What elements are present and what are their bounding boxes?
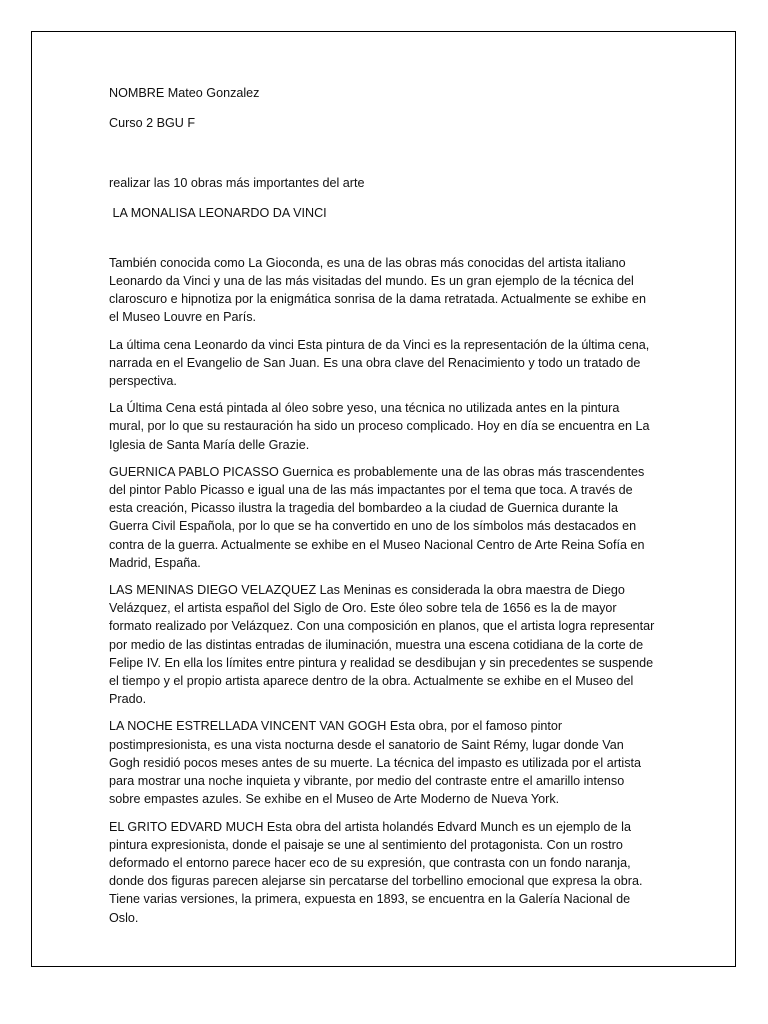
document-body	[109, 84, 657, 936]
section-title: LA MONALISA LEONARDO DA VINCI	[109, 205, 327, 220]
paragraph-ultima-cena-detail: La Última Cena está pintada al óleo sobre yeso, una técnica no utilizada antes en la pintura mural, por lo que su restauración ha sido un proceso complicado. Hoy en día se encuentra en La Iglesia de Santa María delle Grazie.	[109, 401, 650, 452]
paragraph-list	[109, 254, 657, 927]
paragraph-monalisa: También conocida como La Gioconda, es una de las obras más conocidas del artista italiano Leonardo da Vinci y una de las más visitadas del mundo. Es un gran ejemplo de la técnica del claroscuro e hipnotiza por la enigmática sonrisa de la dama retratada. Actualmente se exhibe en el Museo Louvre en París.	[109, 255, 646, 325]
paragraph-meninas: LAS MENINAS DIEGO VELAZQUEZ Las Meninas es considerada la obra maestra de Diego Velázquez, el artista español del Siglo de Oro. Este óleo sobre tela de 1656 es la de mayor formato realizado por Velázquez. Con una composición en planos, que el artista logra representar por medio de las distintas entradas de iluminación, muestra una escena cotidiana de la corte de Felipe IV. En ella los límites entre pintura y realidad se desdibujan y sin precedentes se suspende el tiempo y el propio artista aparece dentro de la obra. Actualmente se exhibe en el Museo del Prado.	[109, 583, 655, 707]
paragraph-guernica: GUERNICA PABLO PICASSO Guernica es probablemente una de las obras más trascendentes del pintor Pablo Picasso e igual una de las más impactantes por el tema que toca. A través de esta creación, Picasso ilustra la tragedia del bombardeo a la ciudad de Guernica durante la Guerra Civil Española, por lo que se ha convertido en uno de los símbolos más destacados en contra de la guerra. Actualmente se exhibe en el Museo Nacional Centro de Arte Reina Sofía en Madrid, España.	[109, 464, 645, 570]
student-name-line: NOMBRE Mateo Gonzalez	[109, 86, 260, 100]
paragraph-el-grito: EL GRITO EDVARD MUCH Esta obra del artista holandés Edvard Munch es un ejemplo de la pintura expresionista, donde el paisaje se une al sentimiento del protagonista. Con un rostro deformado el entorno parece hacer eco de su expresión, que contrasta con un fondo naranja, donde dos figuras parecen alejarse sin percatarse del torbellino emocional que expresa la obra. Tiene varias versiones, la primera, expuesta en 1893, se encuentra en la Galería Nacional de Oslo.	[109, 819, 643, 925]
paragraph-ultima-cena: La última cena Leonardo da vinci Esta pintura de da Vinci es la representación de la última cena, narrada en el Evangelio de San Juan. Es una obra clave del Renacimiento y todo un tratado de perspectiva.	[109, 337, 650, 389]
paragraph-noche-estrellada: LA NOCHE ESTRELLADA VINCENT VAN GOGH Esta obra, por el famoso pintor postimpresionista, es una vista nocturna desde el sanatorio de Saint Rémy, lugar donde Van Gogh residió pocos meses antes de su muerte. La técnica del impasto es utilizada por el artista para mostrar una noche inquieta y vibrante, por medio del contraste entre el amarillo intenso sobre empastes azules. Se exhibe en el Museo de Arte Moderno de Nueva York.	[109, 719, 642, 807]
assignment-line: realizar las 10 obras más importantes del arte	[109, 176, 365, 191]
course-line: Curso 2 BGU F	[109, 116, 196, 131]
